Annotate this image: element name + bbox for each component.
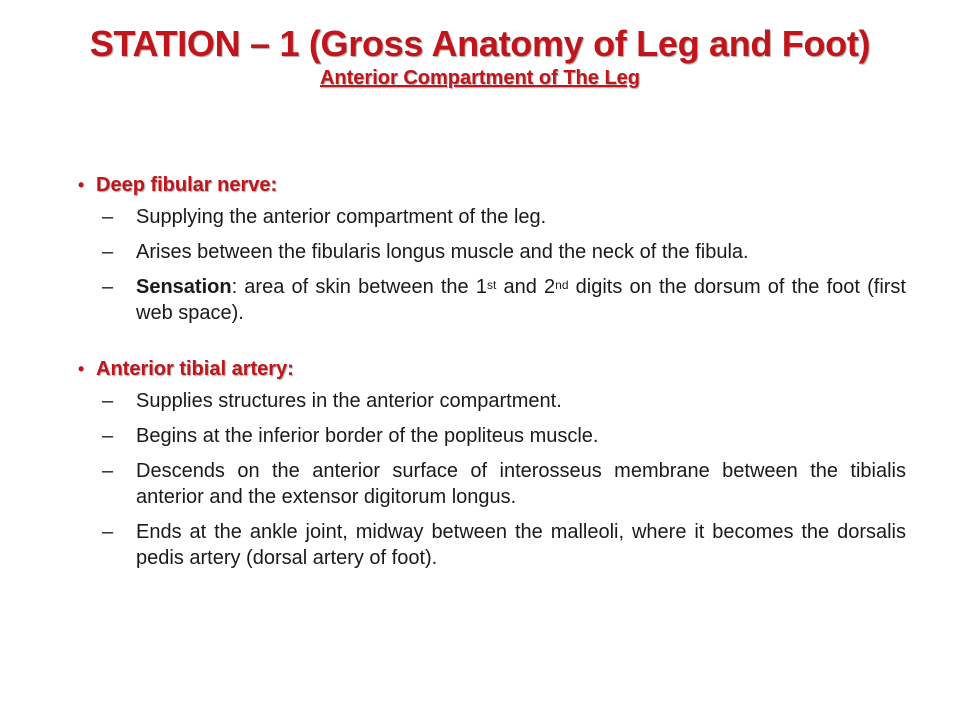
section-anterior-tibial-artery — [78, 356, 906, 571]
section-heading-label: Anterior tibial artery: — [96, 358, 294, 380]
list-item — [78, 388, 906, 414]
list-item-text: Supplies structures in the anterior compartment. — [136, 390, 562, 412]
list-item-text: digits on the dorsum of the foot (first web space). — [136, 276, 906, 324]
list-item — [78, 519, 906, 571]
list-item-text: Descends on the anterior surface of interosseus membrane between the tibialis anterior and the extensor digitorum longus. — [136, 460, 906, 508]
sub-list — [78, 204, 906, 326]
list-item — [78, 239, 906, 265]
dash-icon: – — [102, 460, 114, 482]
list-item-text: Supplying the anterior compartment of the leg. — [136, 206, 547, 228]
bullet-icon: • — [78, 175, 85, 195]
list-item-text: Ends at the ankle joint, midway between the malleoli, where it becomes the dorsalis pedis artery (dorsal artery of foot). — [136, 521, 906, 569]
section-heading-label: Deep fibular nerve: — [96, 174, 278, 196]
dash-icon: – — [102, 276, 114, 298]
dash-icon: – — [102, 241, 114, 263]
bullet-icon: • — [78, 359, 85, 379]
superscript: nd — [555, 278, 569, 292]
slide-content — [78, 172, 906, 601]
title-block — [40, 22, 920, 90]
list-item-text: and 2 — [496, 276, 556, 298]
dash-icon: – — [102, 206, 114, 228]
section-heading — [78, 356, 906, 382]
sub-list — [78, 388, 906, 571]
dash-icon: – — [102, 425, 114, 447]
dash-icon: – — [102, 521, 114, 543]
section-deep-fibular-nerve — [78, 172, 906, 326]
dash-icon: – — [102, 390, 114, 412]
section-heading — [78, 172, 906, 198]
list-item-text: Begins at the inferior border of the popliteus muscle. — [136, 425, 599, 447]
list-item-label: Sensation — [136, 276, 232, 298]
list-item — [78, 204, 906, 230]
page-subtitle: Anterior Compartment of The Leg — [319, 67, 640, 89]
superscript: st — [486, 278, 497, 292]
list-item-text: Arises between the fibularis longus muscle and the neck of the fibula. — [136, 241, 749, 263]
page-title: STATION – 1 (Gross Anatomy of Leg and Foot) — [89, 23, 871, 64]
list-item — [78, 423, 906, 449]
list-item-text: : area of skin between the 1 — [231, 276, 487, 298]
list-item — [78, 274, 906, 326]
list-item — [78, 458, 906, 510]
